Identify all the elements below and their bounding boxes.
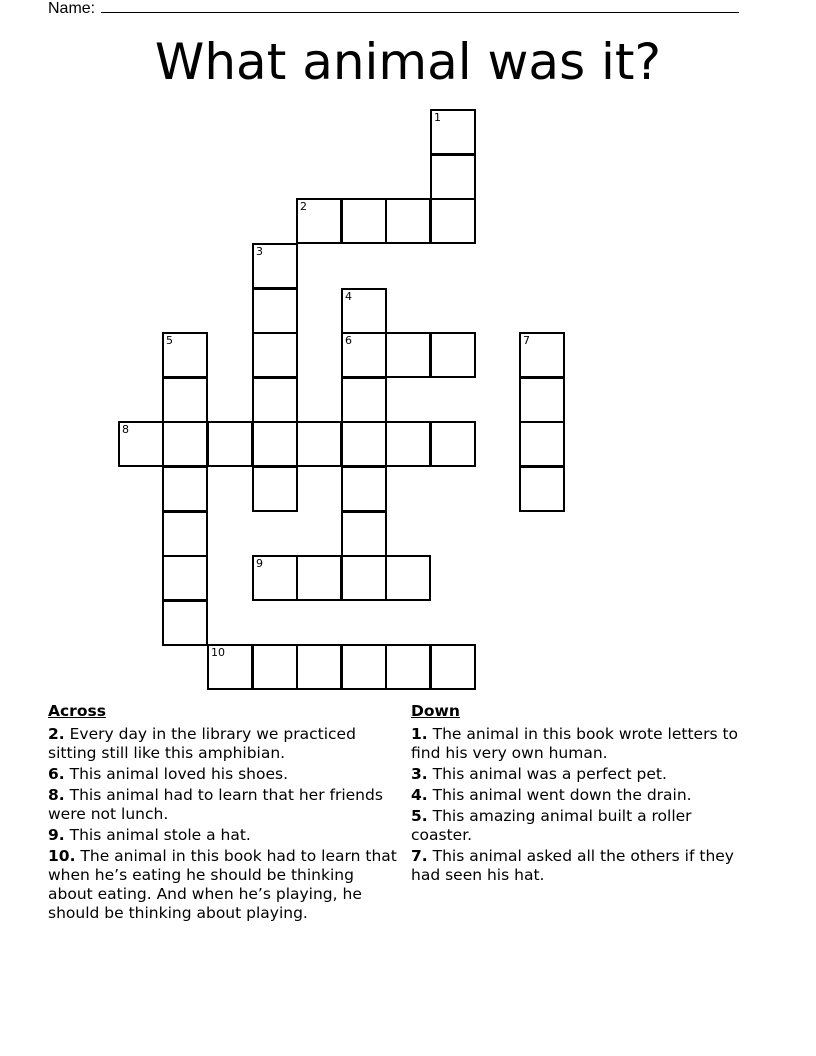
grid-cell-9[interactable]	[252, 555, 298, 601]
grid-cell[interactable]	[252, 466, 298, 512]
clue-down-5: 5. This amazing animal built a roller coaster.	[411, 807, 692, 844]
grid-cell[interactable]	[341, 644, 387, 690]
grid-cell-1[interactable]	[430, 109, 476, 155]
grid-cell[interactable]	[341, 466, 387, 512]
grid-cell[interactable]	[252, 421, 298, 467]
cell-number: 4	[345, 290, 352, 303]
grid-cell-7[interactable]	[519, 332, 565, 378]
across-clues	[48, 702, 398, 925]
grid-cell[interactable]	[519, 377, 565, 423]
clue-down-3: 3. This animal was a perfect pet.	[411, 765, 667, 783]
grid-cell[interactable]	[162, 555, 208, 601]
clue-down-7: 7. This animal asked all the others if they had seen his hat.	[411, 847, 734, 884]
grid-cell[interactable]	[296, 644, 342, 690]
grid-cell[interactable]	[385, 421, 431, 467]
grid-cell[interactable]	[341, 198, 387, 244]
grid-cell[interactable]	[296, 555, 342, 601]
grid-cell[interactable]	[430, 198, 476, 244]
cell-number: 1	[434, 111, 441, 124]
cell-number: 7	[523, 334, 530, 347]
across-heading: Across	[48, 702, 106, 720]
grid-cell[interactable]	[252, 644, 298, 690]
clue-down-4: 4. This animal went down the drain.	[411, 786, 692, 804]
grid-cell-8[interactable]	[118, 421, 164, 467]
grid-cell[interactable]	[519, 466, 565, 512]
clue-across-8: 8. This animal had to learn that her friends were not lunch.	[48, 786, 383, 823]
clue-across-2: 2. Every day in the library we practiced sitting still like this amphibian.	[48, 725, 356, 762]
cell-number: 8	[122, 423, 129, 436]
grid-cell[interactable]	[430, 154, 476, 200]
grid-cell[interactable]	[430, 421, 476, 467]
cell-number: 5	[166, 334, 173, 347]
clue-down-1: 1. The animal in this book wrote letters to find his very own human.	[411, 725, 739, 762]
grid-cell[interactable]	[341, 555, 387, 601]
clue-across-10: 10. The animal in this book had to learn that when he’s eating he should be thinking about eating. And when he’s playing, he should be thinking about playing.	[48, 847, 397, 922]
cell-number: 2	[300, 200, 307, 213]
grid-cell[interactable]	[252, 288, 298, 334]
cell-number: 3	[256, 245, 263, 258]
name-label: Name:	[48, 0, 96, 17]
grid-cell[interactable]	[296, 421, 342, 467]
grid-cell[interactable]	[252, 377, 298, 423]
grid-cell[interactable]	[162, 421, 208, 467]
grid-cell[interactable]	[162, 466, 208, 512]
grid-cell[interactable]	[385, 644, 431, 690]
grid-cell[interactable]	[341, 377, 387, 423]
grid-cell[interactable]	[252, 332, 298, 378]
grid-cell[interactable]	[519, 421, 565, 467]
clue-across-9: 9. This animal stole a hat.	[48, 826, 251, 844]
clue-across-6: 6. This animal loved his shoes.	[48, 765, 289, 783]
grid-cell[interactable]	[162, 600, 208, 646]
grid-cell[interactable]	[207, 421, 253, 467]
grid-cell[interactable]	[385, 555, 431, 601]
grid-cell-2[interactable]	[296, 198, 342, 244]
grid-cell[interactable]	[385, 332, 431, 378]
grid-cell[interactable]	[341, 421, 387, 467]
page-title: What animal was it?	[154, 33, 662, 91]
cell-number: 6	[345, 334, 352, 347]
grid-cell[interactable]	[385, 198, 431, 244]
grid-cell-3[interactable]	[252, 243, 298, 289]
cell-number: 9	[256, 557, 263, 570]
grid-cell[interactable]	[162, 511, 208, 557]
grid-cell-4[interactable]	[341, 288, 387, 334]
grid-cell[interactable]	[341, 511, 387, 557]
down-clues	[411, 702, 756, 887]
cell-number: 10	[211, 646, 225, 659]
grid-cell-6[interactable]	[341, 332, 387, 378]
grid-cell-10[interactable]	[207, 644, 253, 690]
grid-cell[interactable]	[430, 332, 476, 378]
grid-cell[interactable]	[430, 644, 476, 690]
grid-cell-5[interactable]	[162, 332, 208, 378]
grid-cell[interactable]	[162, 377, 208, 423]
down-heading: Down	[411, 702, 460, 720]
